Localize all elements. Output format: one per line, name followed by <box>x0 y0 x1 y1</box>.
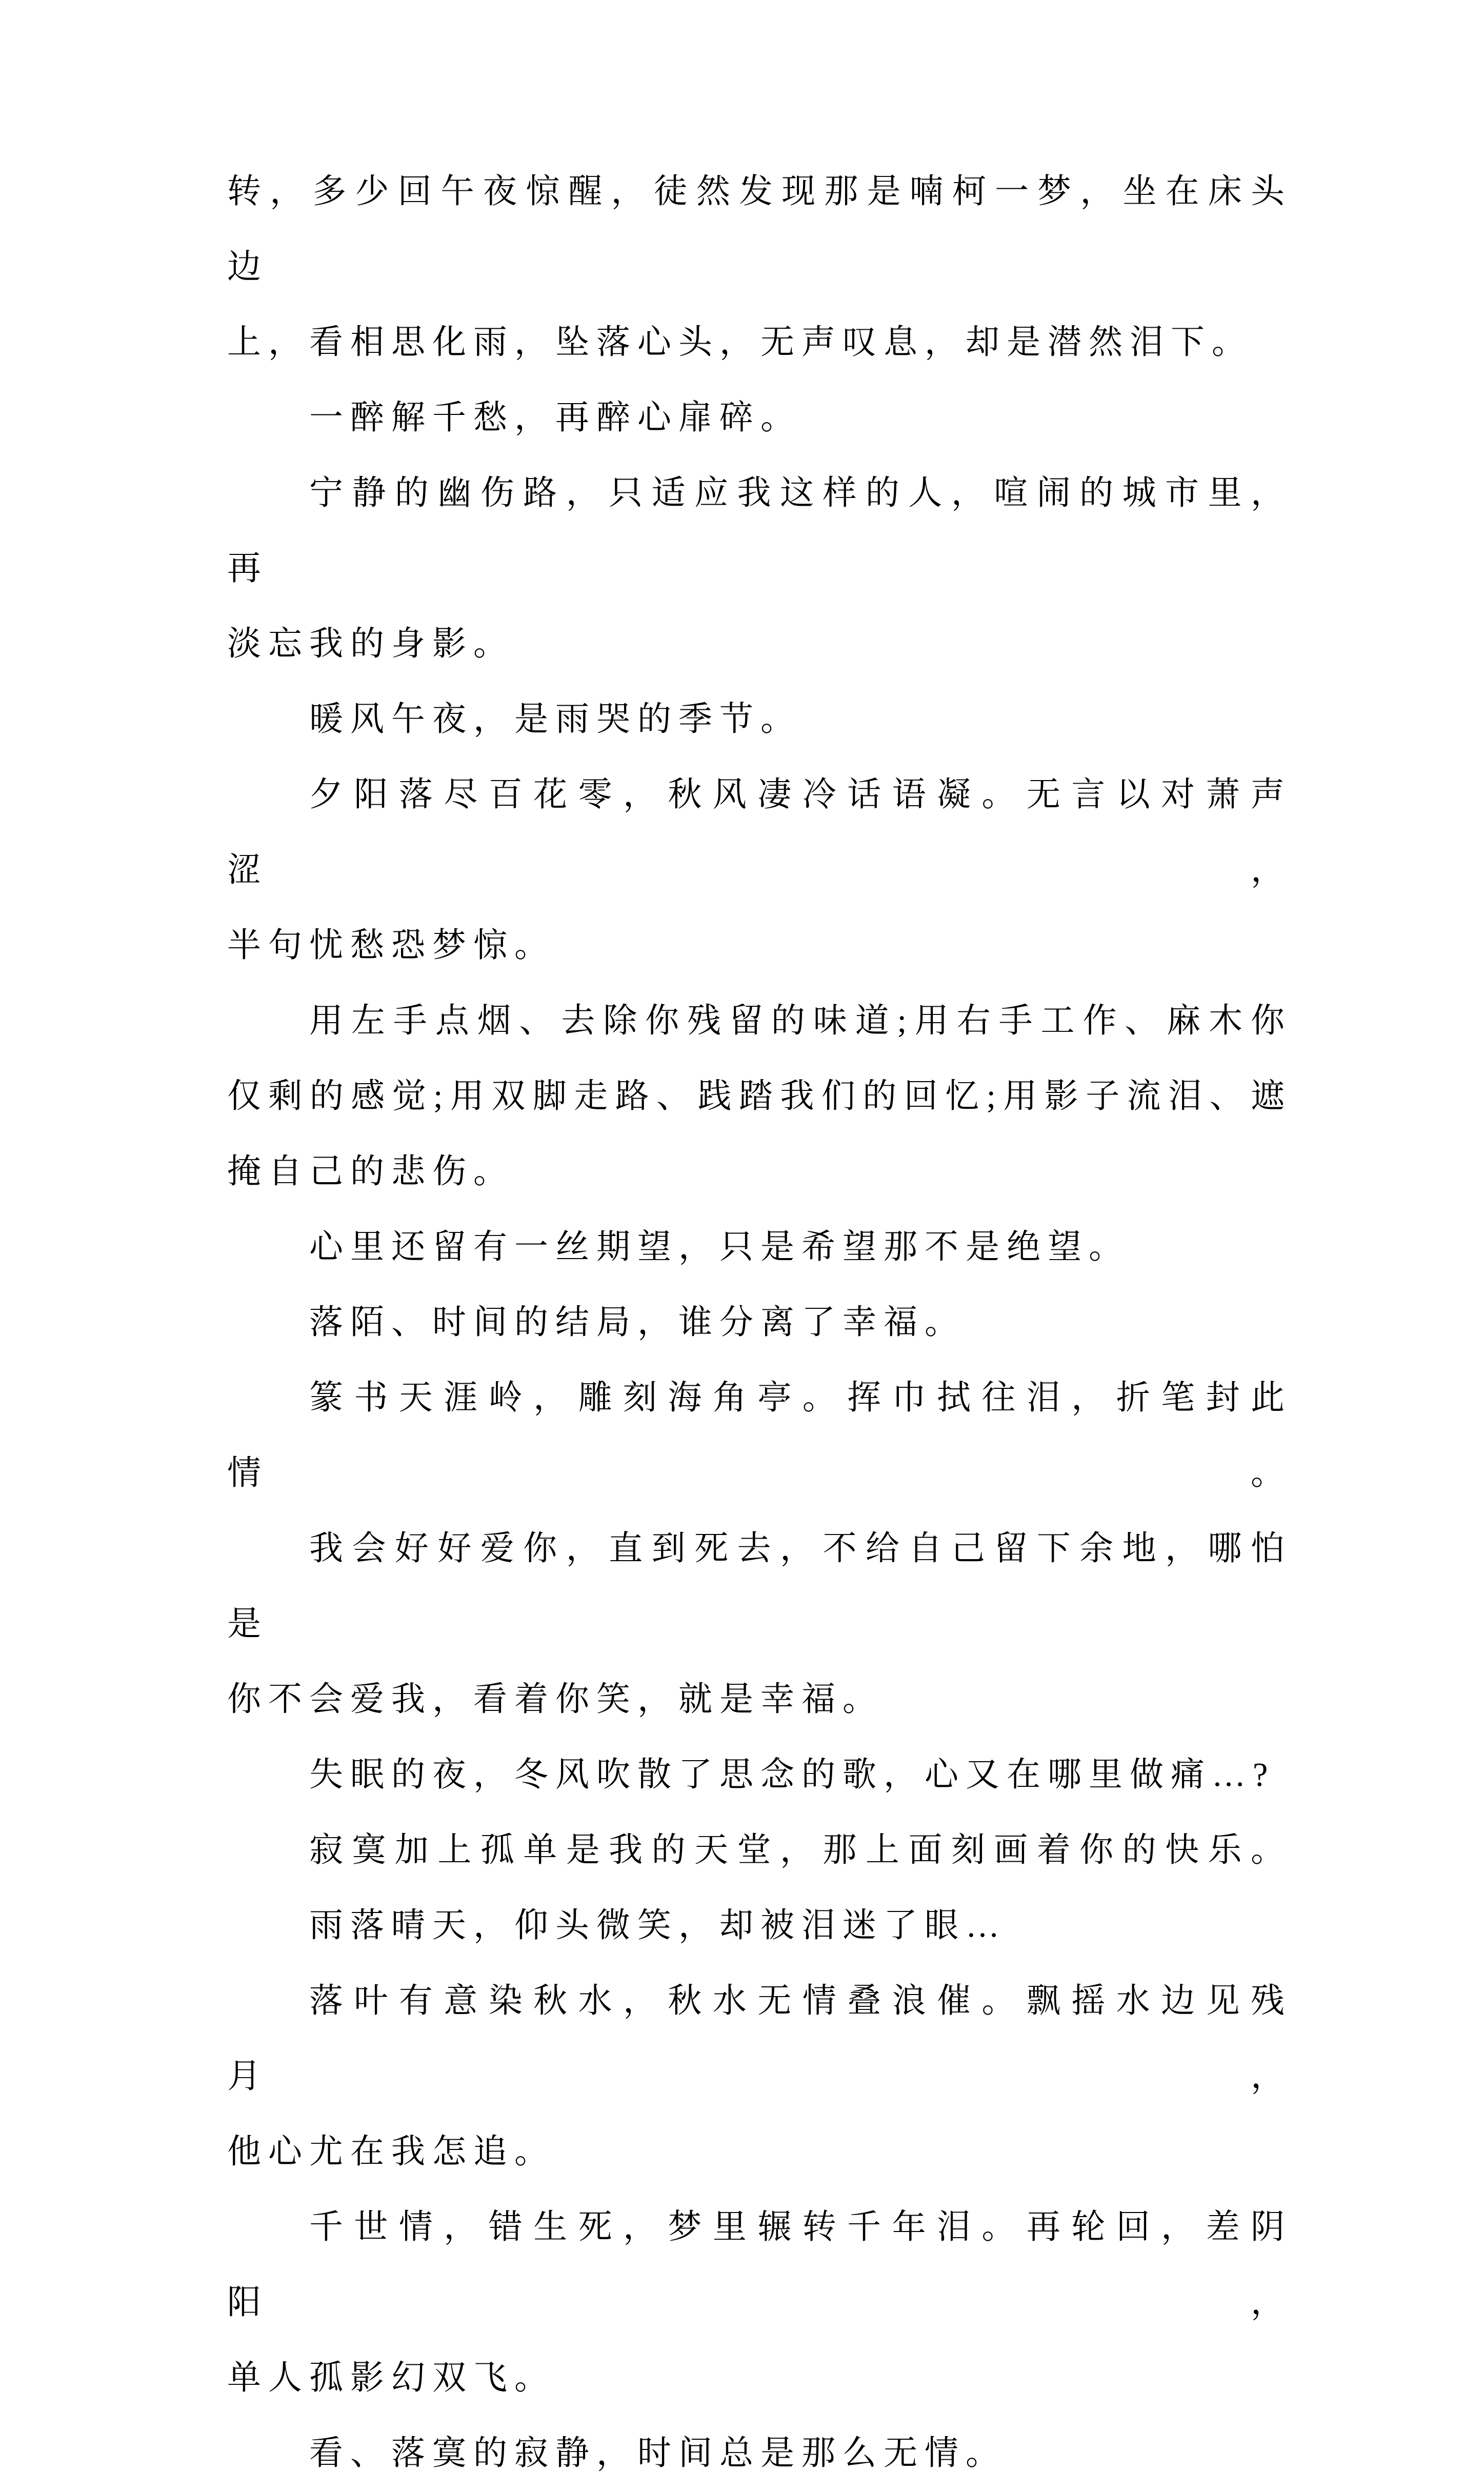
text-line: 淡忘我的身影。 <box>227 625 514 663</box>
text-line: 你不会爱我，看着你笑，就是幸福。 <box>227 1681 884 1718</box>
text-line: 半句忧愁恐梦惊。 <box>227 927 555 964</box>
document-content <box>227 154 1292 2491</box>
text-line: 上，看相思化雨，坠落心头，无声叹息，却是潜然泪下。 <box>227 324 1253 361</box>
text-line: 篆书天涯岭，雕刻海角亭。挥巾拭往泪，折笔封此情。 <box>227 1379 1292 1492</box>
text-line: 掩自己的悲伤。 <box>227 1153 514 1190</box>
text-line: 宁静的幽伤路，只适应我这样的人，喧闹的城市里，再 <box>227 474 1292 587</box>
text-line: 夕阳落尽百花零，秋风凄冷话语凝。无言以对萧声涩， <box>227 776 1292 889</box>
text-line: 千世情，错生死，梦里辗转千年泪。再轮回，差阴阳， <box>227 2208 1292 2321</box>
text-line: 我会好好爱你，直到死去，不给自己留下余地，哪怕是 <box>227 1530 1292 1643</box>
text-line: 落叶有意染秋水，秋水无情叠浪催。飘摇水边见残月， <box>227 1982 1292 2095</box>
text-line: 看、落寞的寂静，时间总是那么无情。 <box>309 2435 1007 2472</box>
text-line: 他心尤在我怎追。 <box>227 2133 555 2170</box>
text-line: 心里还留有一丝期望，只是希望那不是绝望。 <box>309 1228 1130 1266</box>
text-line: 单人孤影幻双飞。 <box>227 2359 555 2397</box>
text-line: 落陌、时间的结局，谁分离了幸福。 <box>309 1304 966 1341</box>
text-line: 失眠的夜，冬风吹散了思念的歌，心又在哪里做痛…? <box>309 1756 1275 1793</box>
text-line: 仅剩的感觉;用双脚走路、践踏我们的回忆;用影子流泪、遮 <box>227 1078 1292 1115</box>
text-line: 一醉解千愁，再醉心扉碎。 <box>309 399 801 436</box>
text-line: 用左手点烟、去除你残留的味道;用右手工作、麻木你 <box>309 1002 1292 1040</box>
text-line: 转，多少回午夜惊醒，徒然发现那是喃柯一梦，坐在床头边 <box>227 173 1292 286</box>
text-line: 暖风午夜，是雨哭的季节。 <box>309 701 801 738</box>
text-line: 寂寞加上孤单是我的天堂，那上面刻画着你的快乐。 <box>309 1831 1292 1869</box>
text-line: 雨落晴天，仰头微笑，却被泪迷了眼… <box>309 1907 1007 1944</box>
